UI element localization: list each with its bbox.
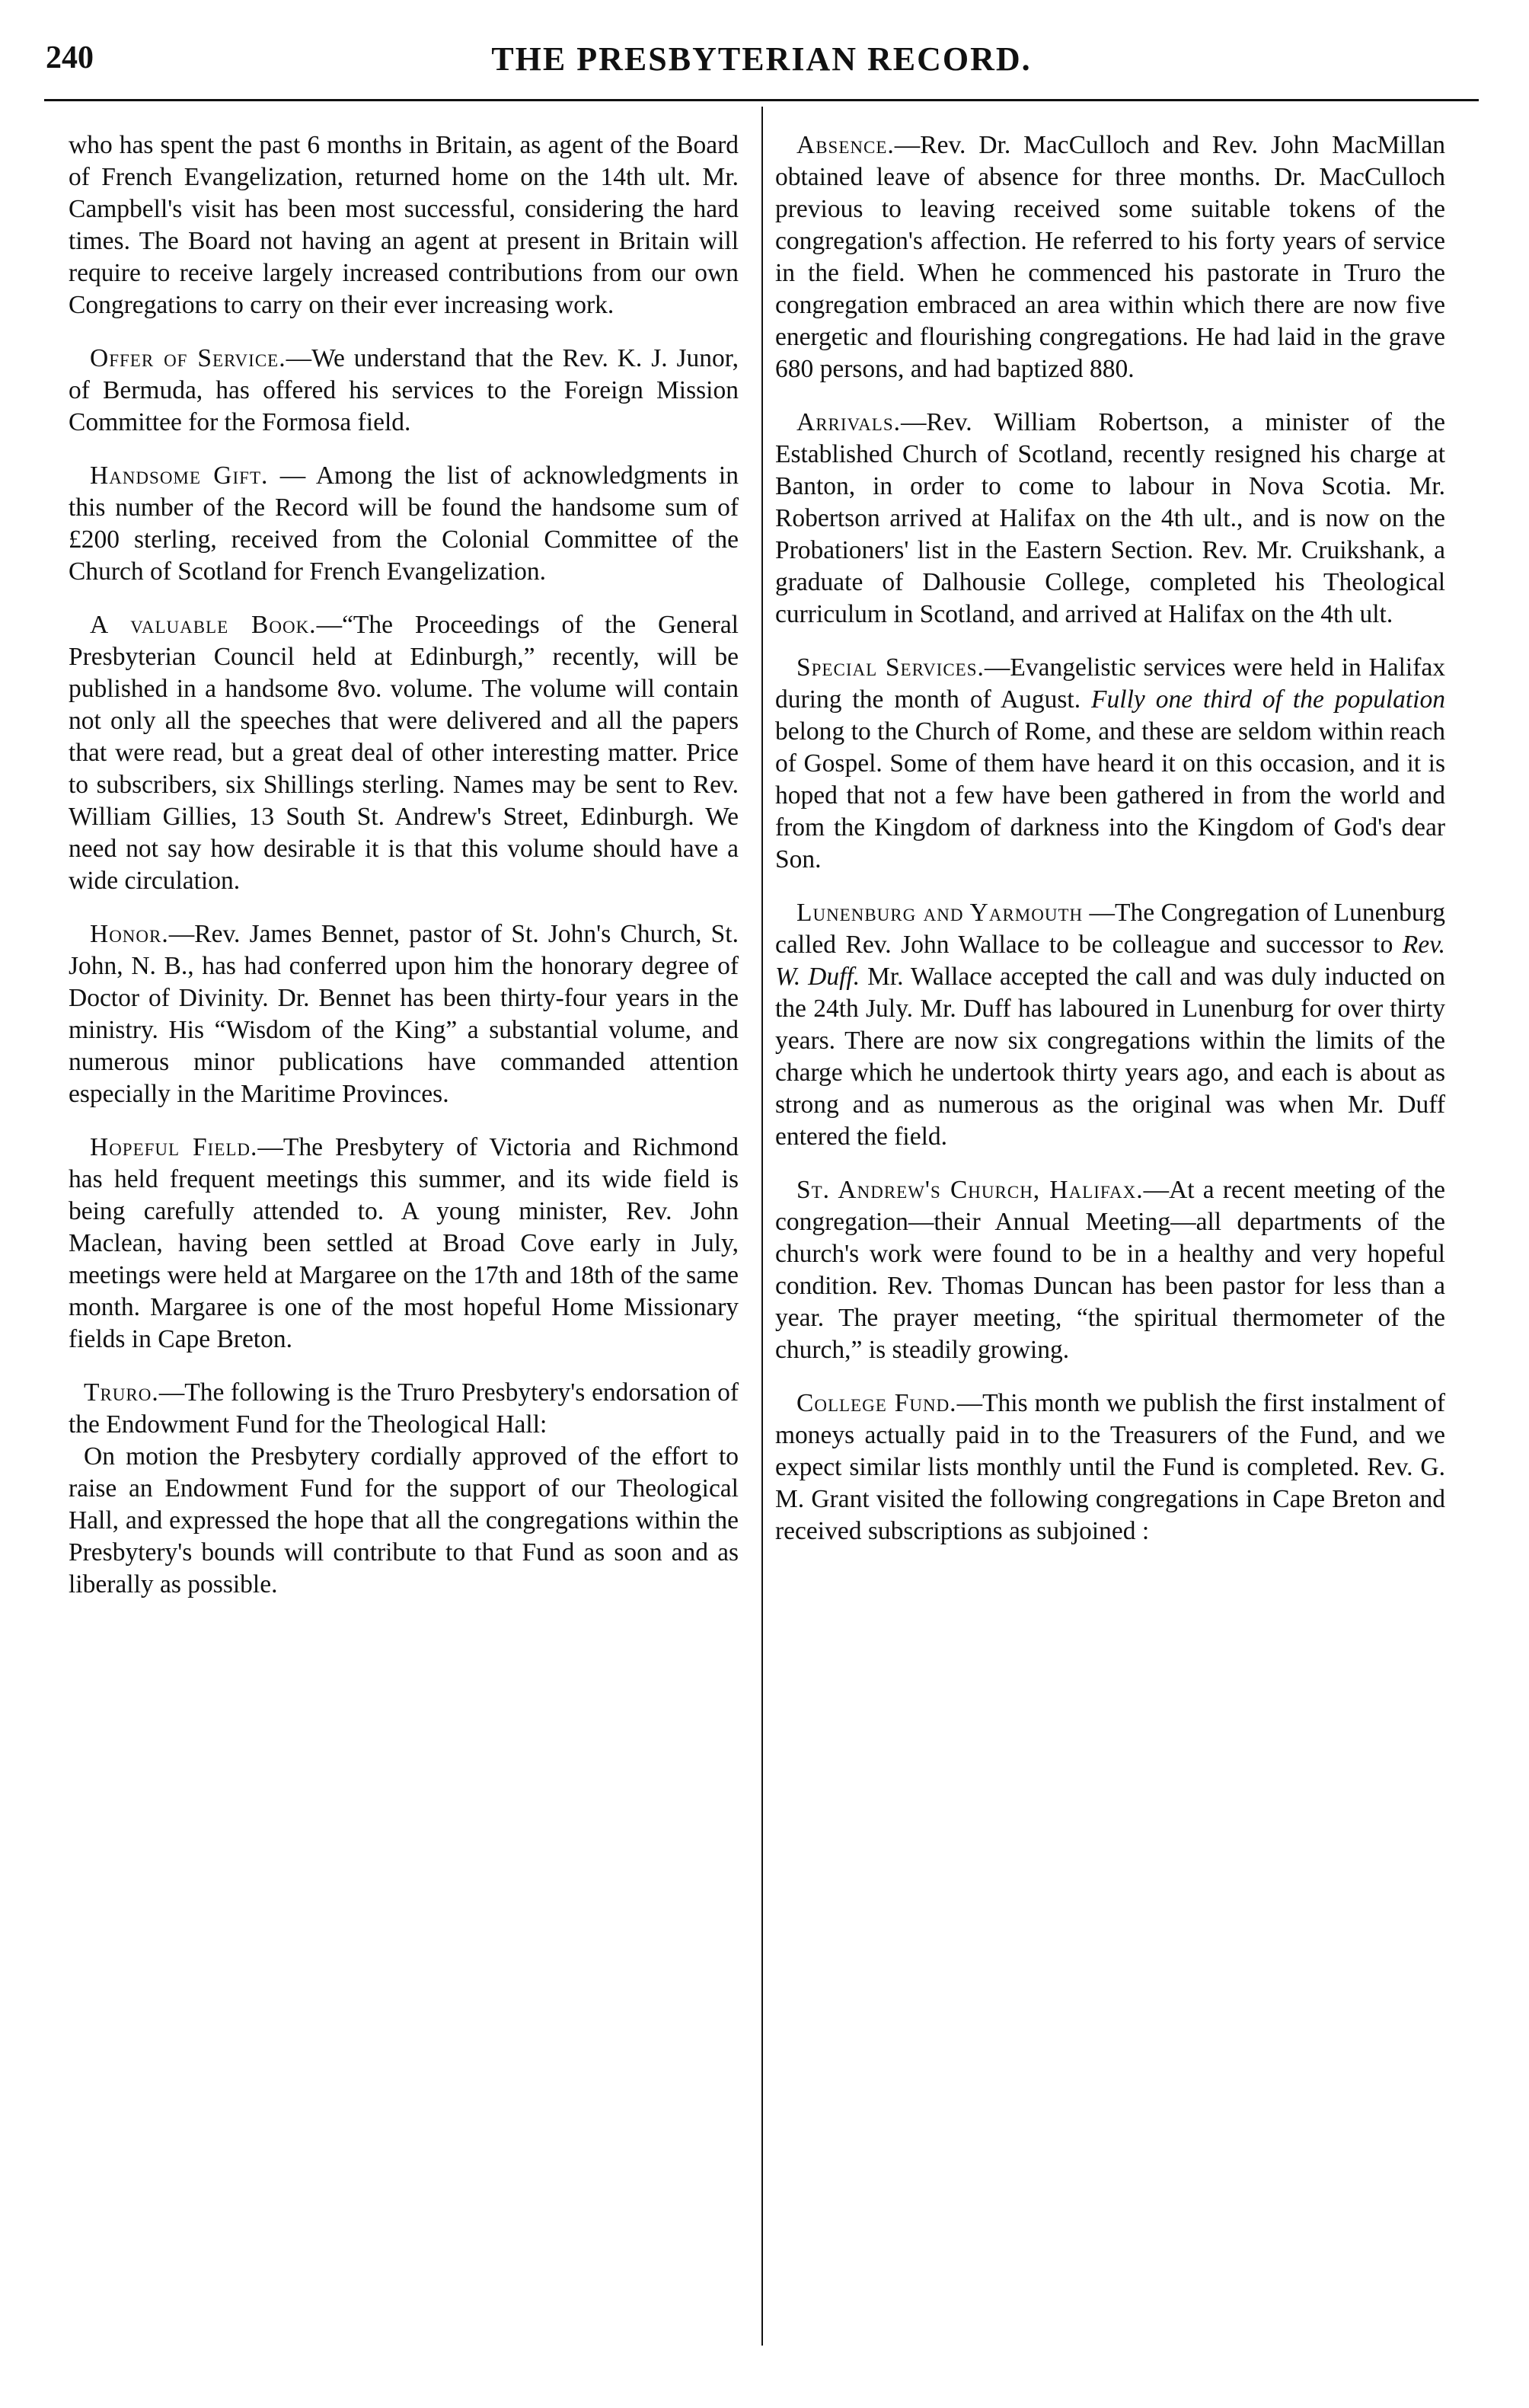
article-text: —The following is the Truro Presbytery's endorsation of the Endowment Fund for the Theological Hall: <box>69 1378 739 1439</box>
article-lunenburg-yarmouth <box>775 897 1445 1153</box>
page-number: 240 <box>46 40 94 75</box>
article-truro-intro <box>69 1377 739 1441</box>
article-text: —Rev. Dr. MacCulloch and Rev. John MacMillan obtained leave of absence for three months. Dr. MacCulloch previous to leaving received some suitable tokens of the congregation's affection. He referred to his forty years of service in the field. When he commenced his pastorate in Truro the congregation embraced an area within which there are now five energetic and flourishing congregations. He had laid in the grave 680 persons, and had baptized 880. <box>775 131 1445 383</box>
article-honor <box>69 918 739 1110</box>
article-heading: Honor. <box>90 920 169 948</box>
header-rule <box>44 99 1479 101</box>
page-header <box>46 37 1477 91</box>
left-column <box>69 129 739 1622</box>
article-text: —Rev. James Bennet, pastor of St. John's Church, St. John, N. B., has had conferred upon him the honorary degree of Doctor of Divinity. Dr. Bennet has been thirty-four years in the ministry. His “Wisdom of the King” a substantial volume, and numerous minor publications have commanded attention especially in the Maritime Provinces. <box>69 920 739 1108</box>
article-heading: Offer of Service. <box>90 344 286 372</box>
article-text: —We understand that the Rev. K. J. Junor, of Bermuda, has offered his services to the Foreign Mission Committee for the Formosa field. <box>69 344 739 436</box>
article-st-andrews-church <box>775 1174 1445 1366</box>
article-truro-resolution: On motion the Presbytery cordially approved of the effort to raise an Endowment Fund for the support of our Theological Hall, and expressed the hope that all the congregations within the Presbytery's bounds will contribute to that Fund as soon and as liberally as possible. <box>69 1442 739 1598</box>
article-continued-campbell <box>69 129 739 321</box>
article-special-services <box>775 652 1445 876</box>
article-heading: St. Andrew's Church, Halifax. <box>796 1176 1144 1204</box>
article-text: —Evangelistic services were held in Halifax during the month of August. <box>775 653 1445 714</box>
article-text: —“The Proceedings of the General Presbyterian Council held at Edinburgh,” recently, will be published in a handsome 8vo. volume. The volume will contain not only all the speeches that were delivered and all the papers that were read, but a great deal of other interesting matter. Price to subscribers, six Shillings sterling. Names may be sent to Rev. William Gillies, 13 South St. Andrew's Street, Edinburgh. We need not say how desirable it is that this volume should have a wide circulation. <box>69 611 739 895</box>
article-handsome-gift <box>69 460 739 588</box>
article-text: belong to the Church of Rome, and these are seldom within reach of Gospel. Some of them have heard it on this occasion, and it is hoped that not a few have been gathered in from the world and from the Kingdom of darkness into the Kingdom of God's dear Son. <box>775 717 1445 873</box>
article-heading: Truro. <box>84 1378 159 1407</box>
article-heading: Arrivals. <box>796 408 902 436</box>
article-heading: Lunenburg and Yarmouth <box>796 899 1084 927</box>
article-text: — Among the list of acknowledgments in this number of the Record will be found the handsome sum of £200 sterling, received from the Colonial Committee of the Church of Scotland for French Evangelization. <box>69 461 739 586</box>
article-text: —At a recent meeting of the congregation—their Annual Meeting—all departments of the church's work were found to be in a healthy and very hopeful condition. Rev. Thomas Duncan has been pastor for less than a year. The prayer meeting, “the spiritual thermometer of the church,” is steadily growing. <box>775 1176 1446 1364</box>
article-heading: Special Services. <box>796 653 985 682</box>
article-arrivals <box>775 407 1445 631</box>
column-divider <box>761 107 763 2346</box>
article-offer-of-service <box>69 343 739 439</box>
article-text: —Rev. William Robertson, a minister of the Established Church of Scotland, recently resigned his charge at Banton, in order to come to labour in Nova Scotia. Mr. Robertson arrived at Halifax on the 4th ult., and is now on the Probationers' list in the Eastern Section. Rev. Mr. Cruikshank, a graduate of Dalhousie College, completed his Theological curriculum in Scotland, and arrived at Halifax on the 4th ult. <box>775 408 1445 628</box>
article-text: who has spent the past 6 months in Britain, as agent of the Board of French Evangelization, returned home on the 14th ult. Mr. Campbell's visit has been most successful, considering the hard times. The Board not having an agent at present in Britain will require to receive largely increased contributions from our own Congregations to carry on their ever increasing work. <box>69 131 739 319</box>
right-column <box>775 129 1445 1569</box>
article-valuable-book <box>69 609 739 897</box>
article-text: —The Congregation of Lunenburg called Rev. John Wallace to be colleague and successor to <box>775 899 1445 959</box>
article-truro <box>69 1377 739 1601</box>
article-text: Mr. Wallace accepted the call and was duly inducted on the 24th July. Mr. Duff has laboured in Lunenburg for over thirty years. There are now six congregations within the limits of the charge which he undertook thirty years ago, and each is about as strong and as numerous as the original was when Mr. Duff entered the field. <box>775 963 1445 1151</box>
article-heading: College Fund. <box>796 1389 957 1417</box>
journal-title: THE PRESBYTERIAN RECORD. <box>491 40 1032 78</box>
article-college-fund <box>775 1388 1445 1547</box>
article-text: —This month we publish the first instalment of moneys actually paid in to the Treasurers of the Fund, and we expect similar lists monthly until the Fund is completed. Rev. G. M. Grant visited the following congregations in Cape Breton and received subscriptions as subjoined : <box>775 1389 1445 1545</box>
article-italic-text: Fully one third of the population <box>1091 685 1445 714</box>
article-heading: Hopeful Field. <box>90 1133 258 1161</box>
article-heading: Absence. <box>796 131 895 159</box>
article-text: —The Presbytery of Victoria and Richmond has held frequent meetings this summer, and its wide field is being carefully attended to. A young minister, Rev. John Maclean, having been settled at Broad Cove early in July, meetings were held at Margaree on the 17th and 18th of the same month. Margaree is one of the most hopeful Home Missionary fields in Cape Breton. <box>69 1133 739 1353</box>
article-hopeful-field <box>69 1132 739 1356</box>
article-absence <box>775 129 1445 385</box>
article-heading: A valuable Book. <box>90 611 317 639</box>
article-italic-text: Rev. W. Duff. <box>775 931 1445 991</box>
article-heading: Handsome Gift. <box>90 461 269 490</box>
